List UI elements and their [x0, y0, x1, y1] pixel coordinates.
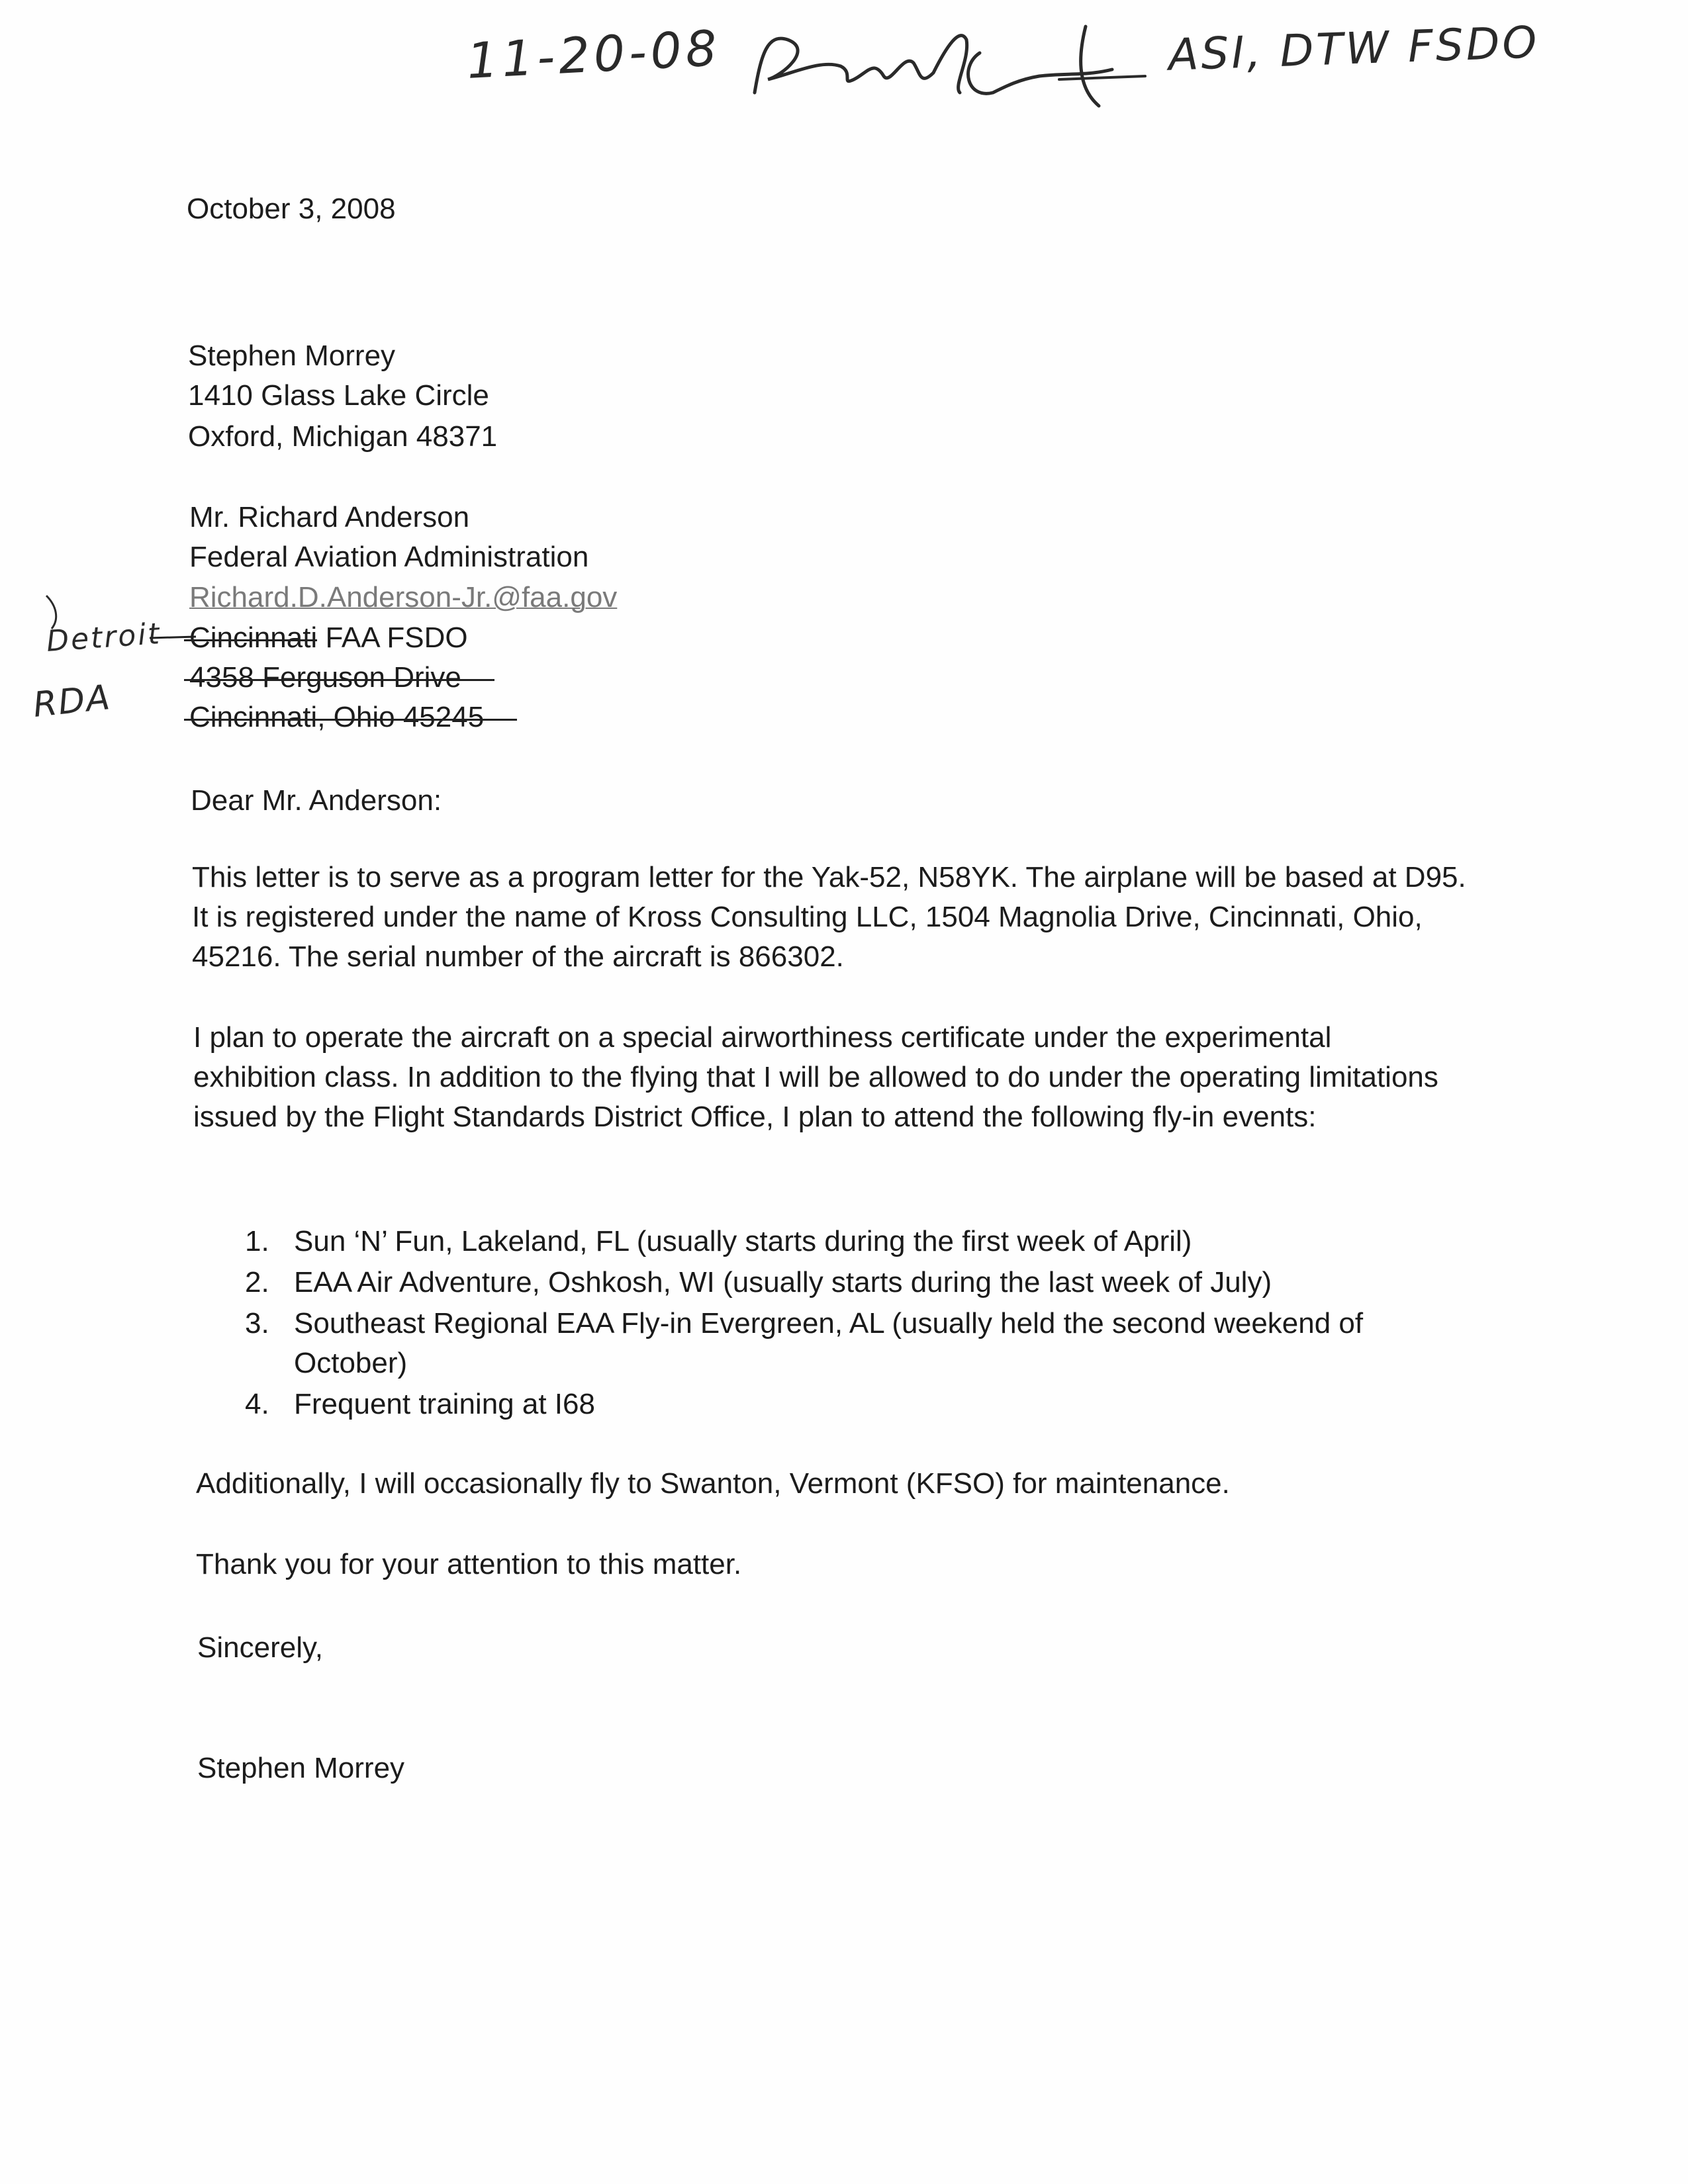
recipient-email-link[interactable]: Richard.D.Anderson-Jr.@faa.gov: [189, 581, 618, 614]
recipient-email-line: [189, 579, 617, 616]
paragraph-operations: I plan to operate the aircraft on a special airworthiness certificate under the experimental exhibition class. In addition to the flying that I will be allowed to do under the operating limitations issued by the Flight Standards District Office, I plan to attend the following fly-in events:: [193, 1021, 1438, 1133]
handwritten-date: 11-20-08: [465, 20, 722, 90]
list-item: 4. Frequent training at I68: [245, 1388, 595, 1420]
handwritten-margin-detroit: Detroit: [45, 617, 163, 659]
list-item: 2. EAA Air Adventure, Oshkosh, WI (usually starts during the last week of July): [245, 1266, 1272, 1298]
sender-name: Stephen Morrey: [188, 340, 396, 372]
street-struck: 4358 Ferguson Drive: [189, 659, 461, 696]
handwritten-arrow: [40, 592, 79, 632]
handwritten-margin-initials: RDA: [31, 678, 113, 725]
recipient-org: Federal Aviation Administration: [189, 541, 589, 573]
handwritten-title-note: ASI, DTW FSDO: [1167, 17, 1540, 81]
signature-name: Stephen Morrey: [197, 1752, 405, 1784]
recipient-city-line: [189, 699, 484, 736]
office-rest: FAA FSDO: [317, 621, 468, 654]
paragraph-thanks: Thank you for your attention to this matter.: [196, 1548, 742, 1580]
recipient-name: Mr. Richard Anderson: [189, 501, 470, 533]
list-item: 1. Sun ‘N’ Fun, Lakeland, FL (usually starts during the first week of April): [245, 1225, 1192, 1257]
events-list: [245, 1222, 1419, 1426]
city-struck: Cincinnati, Ohio 45245: [189, 699, 484, 736]
recipient-office-line: [189, 619, 468, 657]
recipient-street-line: [189, 659, 461, 696]
office-struck: Cincinnati: [189, 619, 317, 657]
paragraph-maintenance: Additionally, I will occasionally fly to Swanton, Vermont (KFSO) for maintenance.: [196, 1467, 1230, 1500]
paragraph-program: This letter is to serve as a program letter for the Yak-52, N58YK. The airplane will be based at D95. It is registered under the name of Kross Consulting LLC, 1504 Magnolia Drive, Cincinnati, Ohio, 45216. The serial number of the aircraft is 866302.: [192, 861, 1466, 973]
list-item: 3. Southeast Regional EAA Fly-in Evergreen, AL (usually held the second weekend of October): [245, 1307, 1364, 1379]
salutation: Dear Mr. Anderson:: [191, 784, 442, 817]
sender-street: 1410 Glass Lake Circle: [188, 379, 489, 412]
handwritten-signature: [741, 13, 1152, 113]
letter-date: October 3, 2008: [187, 193, 396, 225]
closing: Sincerely,: [197, 1631, 323, 1664]
sender-city: Oxford, Michigan 48371: [188, 420, 498, 453]
